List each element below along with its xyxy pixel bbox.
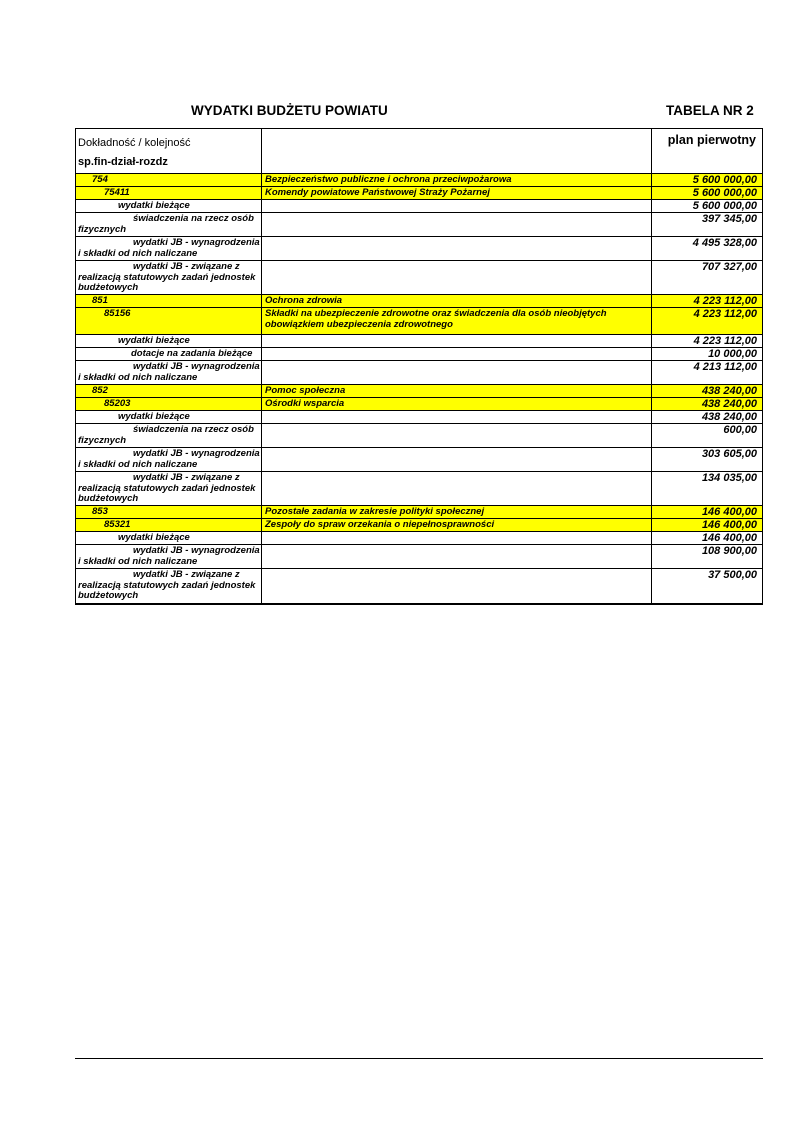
row-code: dotacje na zadania bieżące	[76, 348, 262, 360]
row-code: 85156	[76, 308, 262, 334]
classification-row	[76, 519, 762, 532]
header-plan-label: plan pierwotny	[667, 133, 756, 147]
row-description	[262, 261, 652, 294]
row-description: Składki na ubezpieczenie zdrowotne oraz świadczenia dla osób nieobjętych obowiązkiem ubezpieczenia zdrowotnego	[262, 308, 652, 334]
row-code: wydatki bieżące	[76, 532, 262, 544]
expense-row	[76, 532, 762, 545]
table-body	[76, 174, 762, 603]
footer-divider	[75, 1058, 763, 1059]
header-precision-label: Dokładność / kolejność	[78, 137, 191, 149]
row-plan-value: 146 400,00	[701, 532, 757, 544]
row-plan-value: 4 213 112,00	[693, 361, 757, 373]
row-description: Pozostałe zadania w zakresie polityki społecznej	[262, 506, 652, 518]
row-description: Pomoc społeczna	[262, 385, 652, 397]
row-description	[262, 545, 652, 568]
row-code: wydatki JB - wynagrodzenia i składki od nich naliczane	[76, 448, 262, 471]
row-plan-value: 438 240,00	[701, 398, 757, 410]
row-description	[262, 200, 652, 212]
row-code: świadczenia na rzecz osób fizycznych	[76, 213, 262, 236]
row-code: 853	[76, 506, 262, 518]
expense-row	[76, 472, 762, 506]
row-description: Komendy powiatowe Państwowej Straży Pożarnej	[262, 187, 652, 199]
header-classification-label: sp.fin-dział-rozdz	[78, 156, 168, 168]
budget-table	[75, 128, 763, 605]
row-description	[262, 361, 652, 384]
row-plan-value: 146 400,00	[701, 519, 757, 531]
row-plan-value: 146 400,00	[701, 506, 757, 518]
row-code: wydatki bieżące	[76, 200, 262, 212]
row-description	[262, 237, 652, 260]
row-description	[262, 348, 652, 360]
row-plan-value: 397 345,00	[701, 213, 757, 225]
row-description: Ochrona zdrowia	[262, 295, 652, 307]
expense-row	[76, 411, 762, 424]
expense-row	[76, 545, 762, 569]
classification-row	[76, 385, 762, 398]
row-code: wydatki JB - związane z realizacją statutowych zadań jednostek budżetowych	[76, 472, 262, 505]
classification-row	[76, 174, 762, 187]
expense-row	[76, 200, 762, 213]
row-description	[262, 448, 652, 471]
classification-row	[76, 187, 762, 200]
classification-row	[76, 506, 762, 519]
expense-row	[76, 569, 762, 603]
row-code: wydatki JB - wynagrodzenia i składki od nich naliczane	[76, 361, 262, 384]
header-description-cell	[262, 129, 652, 173]
row-plan-value: 303 605,00	[701, 448, 757, 460]
row-description	[262, 411, 652, 423]
row-description: Zespoły do spraw orzekania o niepełnosprawności	[262, 519, 652, 531]
row-description	[262, 569, 652, 603]
row-code: 851	[76, 295, 262, 307]
row-code: 85203	[76, 398, 262, 410]
row-code: wydatki JB - wynagrodzenia i składki od nich naliczane	[76, 237, 262, 260]
row-plan-value: 600,00	[723, 424, 757, 436]
row-plan-value: 10 000,00	[708, 348, 757, 360]
expense-row	[76, 335, 762, 348]
row-code: wydatki bieżące	[76, 335, 262, 347]
row-code: 754	[76, 174, 262, 186]
row-plan-value: 4 223 112,00	[693, 335, 757, 347]
classification-row	[76, 295, 762, 308]
row-plan-value: 5 600 000,00	[692, 187, 757, 199]
expense-row	[76, 361, 762, 385]
expense-row	[76, 448, 762, 472]
expense-row	[76, 237, 762, 261]
expense-row	[76, 261, 762, 295]
row-code: 75411	[76, 187, 262, 199]
row-plan-value: 5 600 000,00	[692, 200, 757, 212]
classification-row	[76, 398, 762, 411]
document-title: WYDATKI BUDŻETU POWIATU	[191, 103, 388, 118]
table-header	[76, 129, 762, 174]
row-plan-value: 5 600 000,00	[692, 174, 757, 186]
expense-row	[76, 348, 762, 361]
row-plan-value: 108 900,00	[701, 545, 757, 557]
row-plan-value: 37 500,00	[708, 569, 757, 581]
row-description	[262, 472, 652, 505]
row-code: wydatki JB - związane z realizacją statutowych zadań jednostek budżetowych	[76, 261, 262, 294]
table-number: TABELA NR 2	[666, 103, 754, 118]
row-code: świadczenia na rzecz osób fizycznych	[76, 424, 262, 447]
row-plan-value: 707 327,00	[701, 261, 757, 273]
row-plan-value: 438 240,00	[701, 411, 757, 423]
row-plan-value: 4 223 112,00	[693, 295, 757, 307]
row-code: 85321	[76, 519, 262, 531]
row-plan-value: 438 240,00	[701, 385, 757, 397]
header-left-cell	[76, 129, 262, 173]
row-plan-value: 4 223 112,00	[693, 308, 757, 320]
row-description: Ośrodki wsparcia	[262, 398, 652, 410]
row-description	[262, 213, 652, 236]
row-code: wydatki bieżące	[76, 411, 262, 423]
row-plan-value: 4 495 328,00	[692, 237, 757, 249]
row-description	[262, 424, 652, 447]
row-description: Bezpieczeństwo publiczne i ochrona przeciwpożarowa	[262, 174, 652, 186]
row-description	[262, 532, 652, 544]
row-code: wydatki JB - wynagrodzenia i składki od nich naliczane	[76, 545, 262, 568]
classification-row	[76, 308, 762, 335]
row-plan-value: 134 035,00	[701, 472, 757, 484]
row-description	[262, 335, 652, 347]
row-code: wydatki JB - związane z realizacją statutowych zadań jednostek budżetowych	[76, 569, 262, 603]
row-code: 852	[76, 385, 262, 397]
expense-row	[76, 213, 762, 237]
expense-row	[76, 424, 762, 448]
